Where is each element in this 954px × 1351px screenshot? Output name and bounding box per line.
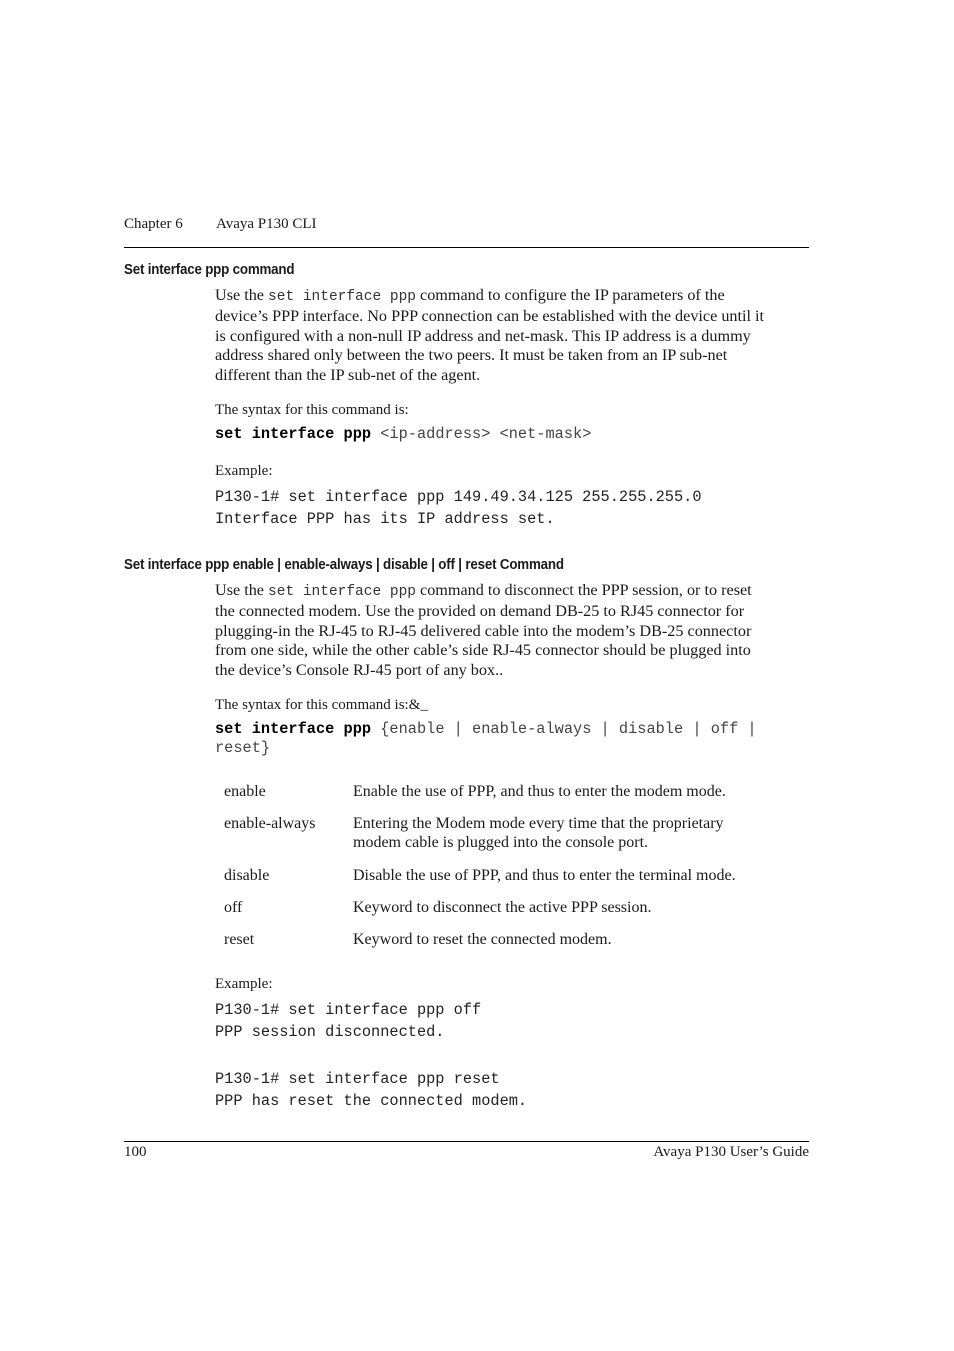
intro-line: is configured with a non-null IP address and net-mask. This IP address is a dummy: [215, 326, 751, 345]
footer-rule: [124, 1141, 809, 1142]
param-keyword: enable-always: [224, 815, 316, 832]
chapter-label: Chapter 6: [124, 216, 183, 232]
intro-line: different than the IP sub-net of the agent.: [215, 365, 481, 384]
syntax-command: set interface ppp: [215, 720, 372, 738]
param-keyword: reset: [224, 931, 255, 948]
guide-title: Avaya P130 User’s Guide: [653, 1144, 809, 1160]
section2-intro: [215, 581, 810, 680]
intro-text: Use the: [215, 286, 269, 304]
syntax-line: [215, 425, 591, 443]
header-rule: [124, 247, 809, 248]
intro-line: [215, 581, 810, 602]
param-description: [353, 814, 803, 853]
intro-line: from one side, while the other cable’s side RJ-45 connector should be plugged into: [215, 641, 751, 660]
syntax-args: {enable | enable-always | disable | off |: [371, 720, 757, 738]
intro-line: the connected modem. Use the provided on demand DB-25 to RJ45 connector for: [215, 602, 745, 621]
param-keyword: disable: [224, 867, 270, 884]
syntax-line: [215, 720, 757, 738]
example-label: Example:: [215, 976, 273, 992]
page-number: 100: [124, 1144, 147, 1160]
param-keyword: off: [224, 899, 243, 916]
inline-code: set interface ppp: [268, 289, 416, 305]
syntax-args: reset}: [215, 739, 271, 757]
intro-text: Use the: [215, 581, 269, 599]
section-heading-set-interface-ppp-modes: Set interface ppp enable | enable-always | disable | off | reset Command: [124, 557, 564, 573]
chapter-title: Avaya P130 CLI: [216, 216, 317, 232]
param-description: Keyword to disconnect the active PPP session.: [353, 899, 652, 916]
example-code-line: PPP session disconnected.: [215, 1023, 445, 1041]
section1-intro: [215, 286, 810, 385]
section-heading-set-interface-ppp: Set interface ppp command: [124, 262, 295, 278]
intro-line: address shared only between the two peers. It must be taken from an IP sub-net: [215, 346, 728, 365]
intro-line: device’s PPP interface. No PPP connection can be established with the device until it: [215, 307, 765, 326]
param-description: Keyword to reset the connected modem.: [353, 931, 612, 948]
param-description-line: Entering the Modem mode every time that the proprietary: [353, 815, 724, 832]
intro-line: plugging-in the RJ-45 to RJ-45 delivered cable into the modem’s DB-25 connector: [215, 621, 752, 640]
syntax-args: <ip-address> <net-mask>: [371, 425, 592, 443]
syntax-label: The syntax for this command is:: [215, 402, 409, 418]
example-label: Example:: [215, 463, 273, 479]
syntax-command: set interface ppp: [215, 425, 372, 443]
example-code-line: P130-1# set interface ppp 149.49.34.125 255.255.255.0: [215, 488, 702, 506]
param-description-line: modem cable is plugged into the console port.: [353, 834, 649, 852]
param-description: Disable the use of PPP, and thus to enter the terminal mode.: [353, 867, 736, 884]
example-code-line: PPP has reset the connected modem.: [215, 1092, 528, 1110]
example-code-line: P130-1# set interface ppp off: [215, 1001, 482, 1019]
inline-code: set interface ppp: [268, 584, 416, 600]
example-code-line: P130-1# set interface ppp reset: [215, 1070, 500, 1088]
intro-line: [215, 286, 810, 307]
intro-text: command to disconnect the PPP session, or to reset: [415, 581, 752, 599]
syntax-label: The syntax for this command is:&_: [215, 697, 428, 713]
param-keyword: enable: [224, 783, 266, 800]
intro-line: the device’s Console RJ-45 port of any box..: [215, 660, 504, 679]
syntax-line: [215, 739, 270, 757]
example-code-line: Interface PPP has its IP address set.: [215, 510, 555, 528]
param-description: Enable the use of PPP, and thus to enter the modem mode.: [353, 783, 726, 800]
intro-text: command to configure the IP parameters of the: [415, 286, 725, 304]
